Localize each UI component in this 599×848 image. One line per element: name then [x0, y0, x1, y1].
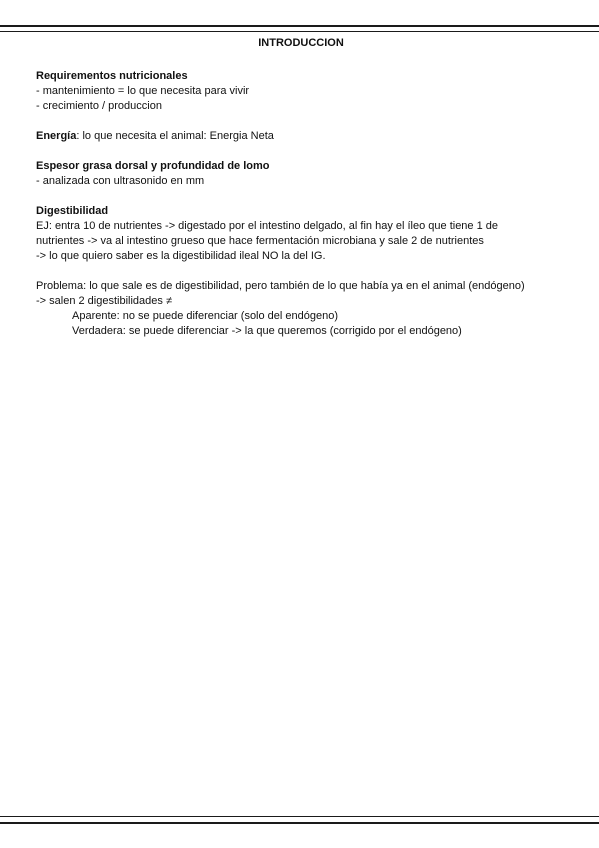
paragraph-line: -> lo que quiero saber es la digestibilidad ileal NO la del IG.	[36, 250, 326, 262]
paragraph-line: -> salen 2 digestibilidades ≠	[36, 295, 172, 307]
section-heading: Espesor grasa dorsal y profundidad de lomo	[36, 160, 270, 172]
section-digestibilidad	[36, 204, 566, 264]
document-page	[36, 36, 566, 354]
section-heading-inline: Energía	[36, 130, 77, 142]
list-item: - crecimiento / produccion	[36, 100, 162, 112]
section-energia	[36, 129, 566, 144]
energia-line	[36, 129, 566, 144]
bottom-border-thick	[0, 822, 599, 824]
list-item: - analizada con ultrasonido en mm	[36, 175, 205, 187]
paragraph-line: EJ: entra 10 de nutrientes -> digestado por el intestino delgado, al fin hay el íleo que tiene 1 de	[36, 220, 499, 232]
inline-text: : lo que necesita el animal: Energia Neta	[76, 130, 274, 142]
section-heading: Requirementos nutricionales	[36, 70, 188, 82]
section-problema	[36, 279, 566, 339]
indented-line: Verdadera: se puede diferenciar -> la que queremos (corrigido por el endógeno)	[72, 325, 462, 337]
top-border-thick	[0, 25, 599, 27]
section-espesor	[36, 159, 566, 189]
bottom-border-thin	[0, 816, 599, 817]
document-title: INTRODUCCION	[258, 37, 344, 49]
paragraph-line: nutrientes -> va al intestino grueso que hace fermentación microbiana y sale 2 de nutrientes	[36, 235, 484, 247]
section-requirementos	[36, 69, 566, 114]
list-item: - mantenimiento = lo que necesita para vivir	[36, 85, 250, 97]
section-heading: Digestibilidad	[36, 205, 109, 217]
indented-line: Aparente: no se puede diferenciar (solo del endógeno)	[72, 310, 339, 322]
top-border-thin	[0, 31, 599, 32]
paragraph-line: Problema: lo que sale es de digestibilidad, pero también de lo que había ya en el animal (endógeno)	[36, 280, 525, 292]
